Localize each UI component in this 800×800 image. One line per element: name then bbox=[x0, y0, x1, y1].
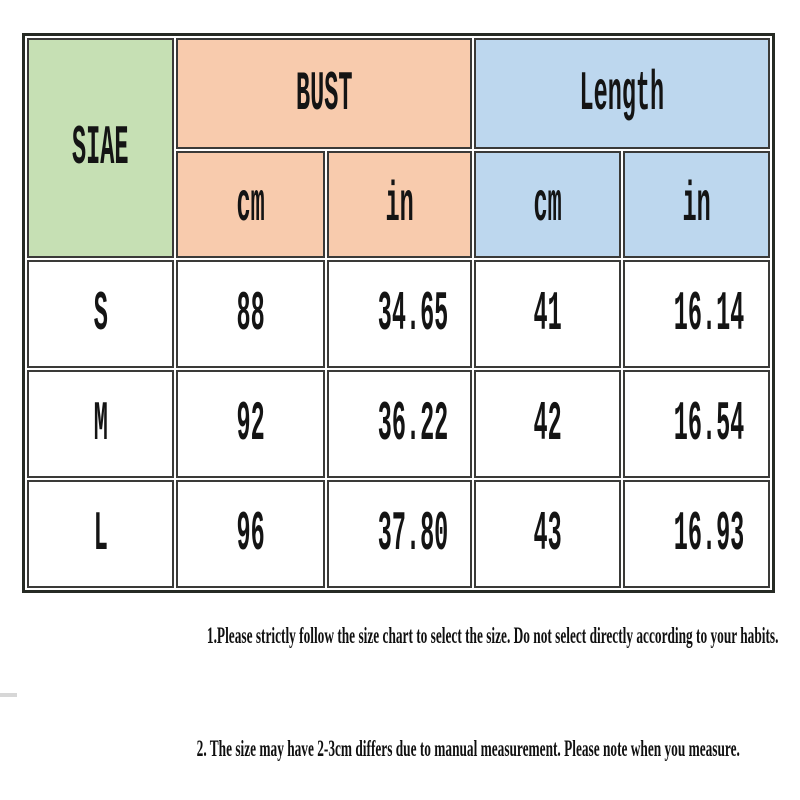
bust-cm-value: 96 bbox=[236, 501, 265, 566]
bust-group-label: BUST bbox=[295, 61, 353, 126]
size-cell bbox=[27, 480, 174, 588]
bust-in-cell bbox=[327, 260, 472, 368]
size-value: S bbox=[93, 281, 108, 346]
bust-in-value: 37.80 bbox=[377, 501, 449, 566]
size-header-cell bbox=[27, 38, 174, 258]
table-row-size-m bbox=[27, 370, 770, 478]
length-in-cell bbox=[623, 480, 770, 588]
bust-in-cell bbox=[327, 480, 472, 588]
length-cm-header-cell bbox=[474, 151, 621, 258]
length-cm-label: cm bbox=[533, 172, 562, 237]
table-row-size-s bbox=[27, 260, 770, 368]
group-header-row bbox=[27, 38, 770, 149]
table-row-size-l bbox=[27, 480, 770, 588]
bust-group-header-cell bbox=[176, 38, 472, 149]
length-in-header-cell bbox=[623, 151, 770, 258]
length-group-label: Length bbox=[579, 61, 665, 126]
bust-in-value: 34.65 bbox=[377, 281, 449, 346]
length-in-cell bbox=[623, 260, 770, 368]
bust-cm-cell bbox=[176, 370, 325, 478]
bust-cm-label: cm bbox=[236, 172, 265, 237]
length-in-cell bbox=[623, 370, 770, 478]
size-chart-table bbox=[22, 33, 775, 593]
length-cm-cell bbox=[474, 480, 621, 588]
size-cell bbox=[27, 260, 174, 368]
length-cm-cell bbox=[474, 370, 621, 478]
bust-cm-cell bbox=[176, 260, 325, 368]
length-cm-value: 43 bbox=[533, 501, 562, 566]
size-cell bbox=[27, 370, 174, 478]
left-edge-artifact bbox=[0, 693, 17, 697]
note-sizing-advice bbox=[0, 620, 800, 652]
bust-in-header-cell bbox=[327, 151, 472, 258]
length-in-value: 16.54 bbox=[673, 391, 745, 456]
length-in-label: in bbox=[682, 172, 711, 237]
bust-in-label: in bbox=[385, 172, 414, 237]
bust-cm-value: 88 bbox=[236, 281, 265, 346]
note-measurement-tolerance bbox=[0, 733, 800, 765]
note-sizing-advice-text: 1.Please strictly follow the size chart to select the size. Do not select directly according to your habits. bbox=[206, 623, 779, 648]
length-in-value: 16.93 bbox=[673, 501, 745, 566]
bust-cm-header-cell bbox=[176, 151, 325, 258]
bust-in-value: 36.22 bbox=[377, 391, 449, 456]
length-cm-cell bbox=[474, 260, 621, 368]
length-cm-value: 41 bbox=[533, 281, 562, 346]
size-header-label: SIAE bbox=[72, 116, 129, 180]
note-measurement-tolerance-text: 2. The size may have 2-3cm differs due to manual measurement. Please note when you measure. bbox=[196, 736, 740, 761]
bust-cm-value: 92 bbox=[236, 391, 265, 456]
size-value: L bbox=[93, 501, 108, 566]
bust-in-cell bbox=[327, 370, 472, 478]
bust-cm-cell bbox=[176, 480, 325, 588]
length-in-value: 16.14 bbox=[673, 281, 745, 346]
length-group-header-cell bbox=[474, 38, 770, 149]
size-value: M bbox=[93, 391, 108, 456]
length-cm-value: 42 bbox=[533, 391, 562, 456]
